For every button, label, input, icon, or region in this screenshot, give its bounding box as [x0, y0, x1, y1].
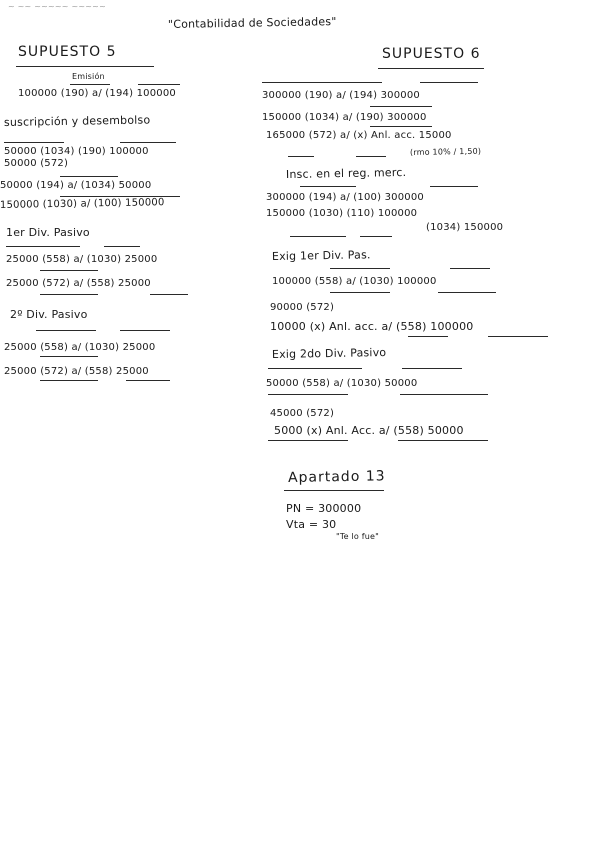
underline: [36, 330, 96, 331]
underline: [400, 394, 488, 395]
note-line: "Te lo fue": [336, 532, 380, 541]
underline: [378, 68, 484, 69]
underline: [370, 106, 432, 107]
underline: [330, 292, 390, 293]
underline: [138, 84, 180, 85]
entry-line: 150000 (1030) (110) 100000: [266, 208, 418, 219]
label-exig-2do-div: Exig 2do Div. Pasivo: [271, 346, 387, 361]
underline: [60, 196, 180, 197]
entry-line: (1034) 150000: [426, 222, 504, 233]
underline: [40, 380, 98, 381]
underline: [288, 156, 314, 157]
entry-line: 10000 (x) Anl. acc. a/ (558) 100000: [270, 320, 474, 333]
underline: [126, 380, 170, 381]
entry-line: 165000 (572) a/ (x) Anl. acc. 15000: [266, 130, 452, 141]
underline: [356, 156, 386, 157]
supuesto-6-heading: SUPUESTO 6: [382, 46, 481, 62]
underline: [60, 176, 118, 177]
underline: [402, 368, 462, 369]
underline: [40, 356, 98, 357]
entry-line: 50000 (194) a/ (1034) 50000: [0, 180, 152, 191]
underline: [150, 294, 188, 295]
note-rmo: (rmo 10% / 1,50): [409, 146, 482, 157]
apartado-13-heading: Apartado 13: [287, 468, 386, 486]
underline: [360, 236, 392, 237]
top-header-scribble: ~ ~~ ~~~~~ ~~~~~: [8, 2, 106, 11]
entry-line: 25000 (572) a/ (558) 25000: [4, 366, 149, 377]
underline: [40, 270, 98, 271]
underline: [300, 186, 356, 187]
entry-line: 150000 (1030) a/ (100) 150000: [0, 197, 165, 211]
entry-line: 5000 (x) Anl. Acc. a/ (558) 50000: [274, 424, 464, 437]
underline: [398, 440, 488, 441]
underline: [438, 292, 496, 293]
entry-line: 50000 (558) a/ (1030) 50000: [266, 378, 418, 389]
entry-line: 100000 (190) a/ (194) 100000: [18, 88, 176, 99]
underline: [268, 440, 348, 441]
underline: [104, 246, 140, 247]
label-insc-reg-merc: Insc. en el reg. merc.: [285, 165, 407, 181]
underline: [450, 268, 490, 269]
entry-line: 150000 (1034) a/ (190) 300000: [262, 112, 427, 123]
underline: [408, 336, 448, 337]
document-title: "Contabilidad de Sociedades": [167, 15, 337, 31]
underline: [284, 490, 384, 491]
pn-line: PN = 300000: [286, 502, 362, 515]
underline: [262, 82, 382, 83]
underline: [430, 186, 478, 187]
underline: [488, 336, 548, 337]
entry-line: 100000 (558) a/ (1030) 100000: [272, 276, 437, 287]
entry-line: 25000 (572) a/ (558) 25000: [6, 278, 151, 289]
entry-line: 45000 (572): [270, 408, 335, 419]
underline: [120, 142, 176, 143]
underline: [6, 246, 80, 247]
underline: [16, 66, 154, 67]
label-emision: Emisión: [72, 72, 105, 81]
entry-line: 50000 (1034) (190) 100000: [4, 146, 149, 157]
entry-line: 300000 (194) a/ (100) 300000: [266, 192, 424, 203]
underline: [268, 394, 348, 395]
entry-line: 50000 (572): [4, 158, 69, 169]
underline: [4, 142, 64, 143]
underline: [120, 330, 170, 331]
underline: [268, 368, 362, 369]
underline: [420, 82, 478, 83]
supuesto-5-heading: SUPUESTO 5: [18, 44, 117, 60]
vta-line: Vta = 30: [286, 518, 337, 531]
underline: [40, 294, 98, 295]
label-1er-div-pasivo: 1er Div. Pasivo: [6, 226, 90, 239]
label-2-div-pasivo: 2º Div. Pasivo: [10, 308, 88, 321]
label-suscripcion: suscripción y desembolso: [3, 113, 151, 129]
underline: [330, 268, 390, 269]
entry-line: 90000 (572): [270, 302, 335, 313]
entry-line: 300000 (190) a/ (194) 300000: [262, 90, 420, 101]
underline: [290, 236, 346, 237]
underline: [370, 126, 432, 127]
entry-line: 25000 (558) a/ (1030) 25000: [6, 254, 158, 265]
underline: [70, 84, 110, 85]
label-exig-1er-div: Exig 1er Div. Pas.: [271, 248, 371, 263]
entry-line: 25000 (558) a/ (1030) 25000: [4, 342, 156, 353]
